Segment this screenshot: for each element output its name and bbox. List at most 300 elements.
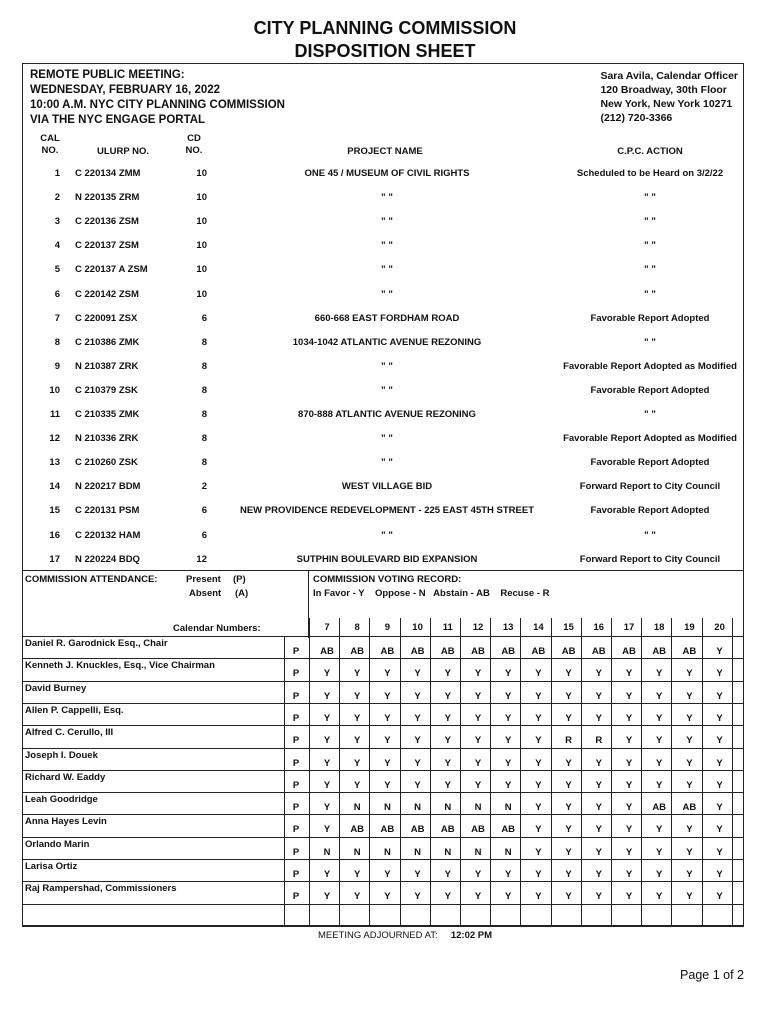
cal-number: 9 <box>54 360 60 372</box>
attendance-present-code: (P) <box>233 574 246 585</box>
cpc-action: " " <box>644 409 656 420</box>
vote-cell: N <box>353 846 361 858</box>
vote-cell: Y <box>716 690 723 702</box>
vote-cell: Y <box>474 869 482 880</box>
vote-cell: Y <box>414 735 421 747</box>
vote-cell: Y <box>686 690 693 702</box>
vote-cell: Y <box>535 891 542 903</box>
project-name: " " <box>381 192 393 204</box>
vote-cell: Y <box>656 668 663 680</box>
vote-cell: Y <box>716 779 723 791</box>
vote-cell: Y <box>535 690 542 702</box>
cd-number: 2 <box>201 481 207 493</box>
vote-cell: Y <box>716 846 723 858</box>
attendance-status: P <box>292 802 300 814</box>
vote-cell: Y <box>716 757 723 769</box>
vote-cell: Y <box>414 869 421 880</box>
cd-number: 8 <box>201 360 207 372</box>
vote-cell: Y <box>354 869 361 880</box>
vote-cell: Y <box>444 690 451 702</box>
commissioner-row <box>22 770 744 792</box>
ulurp-number: C 220137 ZSM <box>75 240 139 252</box>
grid-line <box>22 926 744 927</box>
table-row <box>22 331 744 355</box>
vote-cell: Y <box>354 757 361 769</box>
commissioner-row <box>22 658 744 680</box>
table-row <box>22 524 744 548</box>
vote-cell: Y <box>625 824 633 836</box>
project-name: " " <box>381 384 393 396</box>
vote-cell: Y <box>414 757 421 769</box>
vote-cell: N <box>323 846 331 858</box>
vote-cell: Y <box>595 891 602 903</box>
vote-cell: AB <box>501 646 516 657</box>
ulurp-number: N 210336 ZRK <box>75 433 139 445</box>
vote-cell: Y <box>716 712 723 724</box>
vote-cell: N <box>474 846 482 858</box>
meeting-info <box>30 68 285 128</box>
commissioner-row <box>22 814 744 836</box>
attendance-status: P <box>292 735 300 747</box>
vote-cell: Y <box>384 869 391 880</box>
vote-cell: Y <box>656 869 663 880</box>
cpc-action: " " <box>644 288 656 300</box>
vote-cell: Y <box>384 891 391 903</box>
commissioner-name: Joseph I. Douek <box>25 749 98 761</box>
officer-info-line: Sara Avila, Calendar Officer <box>600 70 738 82</box>
cpc-action: " " <box>644 192 656 204</box>
vote-cell: Y <box>716 735 723 747</box>
calendar-number: 13 <box>502 622 514 633</box>
vote-cell: Y <box>444 668 451 680</box>
calendar-officer-info <box>600 69 738 125</box>
vote-cell: Y <box>354 690 361 702</box>
commissioner-name: Larisa Ortiz <box>25 861 78 872</box>
vote-cell: Y <box>625 891 633 903</box>
calendar-number: 10 <box>412 622 423 633</box>
vote-cell: AB <box>652 646 667 657</box>
vote-cell: Y <box>686 668 693 680</box>
vote-cell: Y <box>716 646 723 657</box>
vote-cell: AB <box>320 646 334 657</box>
vote-cell: Y <box>444 712 451 724</box>
cal-number: 17 <box>49 553 60 565</box>
vote-cell: Y <box>384 757 391 769</box>
cal-number: 12 <box>49 433 60 445</box>
vote-cell: Y <box>716 824 723 836</box>
vote-cell: Y <box>474 668 482 680</box>
cd-number: 8 <box>201 336 207 348</box>
vote-cell: Y <box>323 712 331 724</box>
cd-number: 8 <box>201 384 207 396</box>
vote-cell: AB <box>410 824 425 836</box>
vote-cell: Y <box>625 779 633 791</box>
ulurp-number: N 210387 ZRK <box>75 360 139 372</box>
table-row <box>22 548 744 572</box>
cd-number: 10 <box>196 216 207 228</box>
vote-cell: Y <box>505 735 512 747</box>
commissioner-row <box>22 681 744 703</box>
cal-number: 8 <box>54 336 60 348</box>
col-header-cd-line1: CD <box>187 133 201 144</box>
calendar-numbers-label: Calendar Numbers: <box>173 623 261 634</box>
cal-number: 14 <box>49 481 60 493</box>
cpc-action: " " <box>644 240 656 252</box>
vote-cell: Y <box>414 779 421 791</box>
vote-cell: Y <box>474 712 482 724</box>
project-name: " " <box>381 360 393 372</box>
vote-cell: Y <box>565 668 572 680</box>
vote-cell: Y <box>535 869 542 880</box>
vote-cell: AB <box>561 646 576 657</box>
table-row <box>22 403 744 427</box>
vote-cell: Y <box>384 690 391 702</box>
section-divider <box>22 570 744 571</box>
vote-cell: Y <box>565 802 572 814</box>
cpc-action: Forward Report to City Council <box>579 481 721 493</box>
meeting-info-line: REMOTE PUBLIC MEETING: <box>30 69 185 81</box>
vote-cell: Y <box>656 779 663 791</box>
table-row <box>22 283 744 307</box>
vote-cell: AB <box>440 824 455 836</box>
cal-number: 4 <box>54 240 60 252</box>
attendance-status: P <box>292 824 300 836</box>
vote-cell: Y <box>656 824 663 836</box>
col-header-project: PROJECT NAME <box>347 146 423 157</box>
attendance-status: P <box>292 869 300 880</box>
ulurp-number: C 210260 ZSK <box>75 457 138 469</box>
vote-cell: Y <box>354 668 361 680</box>
ulurp-number: N 220224 BDQ <box>75 553 140 565</box>
cpc-action: Favorable Report Adopted <box>590 384 710 396</box>
vote-cell: Y <box>656 757 663 769</box>
project-name: SUTPHIN BOULEVARD BID EXPANSION <box>296 553 478 565</box>
vote-cell: AB <box>471 646 485 657</box>
vote-cell: Y <box>595 779 602 791</box>
cpc-action: Favorable Report Adopted as Modified <box>563 360 737 372</box>
cd-number: 10 <box>196 288 207 300</box>
cpc-action: Favorable Report Adopted <box>590 312 710 324</box>
vote-cell: AB <box>591 646 606 657</box>
vote-cell: Y <box>323 668 331 680</box>
vote-cell: Y <box>565 891 572 903</box>
attendance-label: COMMISSION ATTENDANCE: <box>25 574 158 585</box>
vote-cell: Y <box>384 712 391 724</box>
attendance-absent-code: (A) <box>235 588 249 599</box>
vote-cell: AB <box>350 646 365 657</box>
project-name: " " <box>381 240 393 252</box>
cd-number: 6 <box>201 312 207 324</box>
commissioner-row <box>22 725 744 747</box>
vote-cell: Y <box>686 891 693 903</box>
vote-cell: Y <box>686 757 693 769</box>
vote-cell: Y <box>535 735 542 747</box>
vote-cell: Y <box>565 779 572 791</box>
vote-cell: Y <box>474 779 482 791</box>
commissioner-name: Orlando Marin <box>25 838 90 850</box>
vote-cell: Y <box>716 668 723 680</box>
attendance-absent-label: Absent <box>189 588 222 599</box>
project-name: ONE 45 / MUSEUM OF CIVIL RIGHTS <box>304 168 470 179</box>
vote-cell: AB <box>501 824 516 836</box>
vote-cell: Y <box>565 869 572 880</box>
vote-cell: Y <box>444 891 451 903</box>
vote-cell: Y <box>625 757 633 769</box>
vote-cell: Y <box>474 891 482 903</box>
cd-number: 6 <box>201 505 207 517</box>
vote-cell: AB <box>682 646 697 657</box>
vote-cell: Y <box>565 690 572 702</box>
ulurp-number: C 210335 ZMK <box>75 409 140 420</box>
vote-cell: Y <box>565 846 572 858</box>
cpc-action: " " <box>644 529 656 541</box>
vote-cell: Y <box>323 735 331 747</box>
table-row <box>22 499 744 523</box>
vote-cell: Y <box>686 712 693 724</box>
project-name: " " <box>381 457 393 469</box>
vote-cell: Y <box>625 846 633 858</box>
vote-cell: Y <box>595 757 602 769</box>
calendar-number: 11 <box>442 622 453 633</box>
grid-line <box>22 904 744 905</box>
vote-cell: Y <box>625 869 633 880</box>
voting-legend: In Favor - Y Oppose - N Abstain - AB Recuse - R <box>313 588 550 599</box>
meeting-info-line: VIA THE NYC ENGAGE PORTAL <box>30 114 206 126</box>
cpc-action: " " <box>644 336 656 348</box>
project-name: WEST VILLAGE BID <box>341 481 433 493</box>
cpc-action: " " <box>644 264 656 276</box>
vote-cell: Y <box>354 891 361 903</box>
commissioner-row <box>22 748 744 770</box>
document-title: CITY PLANNING COMMISSION <box>253 18 517 38</box>
calendar-number: 9 <box>384 622 391 633</box>
vote-cell: Y <box>595 824 602 836</box>
vote-cell: Y <box>595 668 602 680</box>
col-header-cd-line2: NO. <box>185 145 203 156</box>
ulurp-number: C 220131 PSM <box>75 505 140 517</box>
vote-cell: AB <box>380 646 395 657</box>
project-name: " " <box>381 288 393 300</box>
vote-cell: Y <box>565 757 572 769</box>
vote-cell: Y <box>686 869 693 880</box>
ulurp-number: C 220091 ZSX <box>75 312 138 324</box>
vote-cell: Y <box>686 846 693 858</box>
vote-cell: Y <box>444 779 451 791</box>
vote-cell: Y <box>535 668 542 680</box>
vote-cell: Y <box>323 824 331 836</box>
vote-cell: R <box>565 735 573 747</box>
project-name: 870-888 ATLANTIC AVENUE REZONING <box>298 409 476 420</box>
cal-number: 1 <box>54 168 60 179</box>
ulurp-number: N 220217 BDM <box>75 481 141 493</box>
project-name: " " <box>381 264 393 276</box>
ulurp-number: C 210379 ZSK <box>75 384 138 396</box>
vote-cell: Y <box>535 712 542 724</box>
vote-cell: Y <box>595 869 602 880</box>
vote-cell: AB <box>682 802 697 814</box>
col-header-cal-line1: CAL <box>40 133 60 144</box>
vote-cell: Y <box>384 668 391 680</box>
vote-cell: AB <box>622 646 636 657</box>
ulurp-number: C 220132 HAM <box>75 529 141 541</box>
cpc-action: Favorable Report Adopted as Modified <box>563 433 737 445</box>
vote-cell: N <box>383 802 391 814</box>
cd-number: 8 <box>201 433 207 445</box>
cd-number: 10 <box>196 264 207 276</box>
cal-number: 3 <box>54 216 60 228</box>
vote-cell: Y <box>323 802 331 814</box>
commissioner-row <box>22 837 744 859</box>
ulurp-number: C 220137 A ZSM <box>75 264 148 276</box>
vote-cell: Y <box>323 779 331 791</box>
cal-number: 6 <box>54 288 60 300</box>
vote-cell: Y <box>414 712 421 724</box>
attendance-status: P <box>292 891 300 903</box>
attendance-present-label: Present <box>186 574 221 585</box>
commissioner-row <box>22 859 744 881</box>
vote-cell: Y <box>414 690 421 702</box>
vote-cell: Y <box>625 735 633 747</box>
vote-cell: Y <box>323 869 331 880</box>
vote-cell: Y <box>565 712 572 724</box>
table-row <box>22 307 744 331</box>
vote-cell: Y <box>354 712 361 724</box>
attendance-status: P <box>292 712 300 724</box>
vote-cell: Y <box>625 668 633 680</box>
vote-cell: N <box>444 802 452 814</box>
vote-cell: Y <box>686 735 693 747</box>
project-name: 1034-1042 ATLANTIC AVENUE REZONING <box>292 336 482 348</box>
vote-cell: Y <box>625 690 633 702</box>
cal-number: 5 <box>54 264 60 276</box>
calendar-number: 19 <box>684 622 695 633</box>
attendance-status: P <box>292 646 300 657</box>
vote-cell: Y <box>474 757 482 769</box>
vote-cell: R <box>595 735 603 747</box>
commissioner-row <box>22 636 744 658</box>
vote-cell: Y <box>354 779 361 791</box>
vote-cell: AB <box>531 646 546 657</box>
vote-cell: Y <box>716 802 723 814</box>
adjourned-label: MEETING ADJOURNED AT: <box>318 930 438 941</box>
vote-cell: Y <box>414 891 421 903</box>
cpc-action: Favorable Report Adopted <box>590 505 710 517</box>
cal-number: 2 <box>54 192 60 204</box>
vote-cell: Y <box>323 690 331 702</box>
ulurp-number: C 210386 ZMK <box>75 336 140 348</box>
ulurp-number: C 220134 ZMM <box>75 168 141 179</box>
vote-cell: Y <box>384 735 391 747</box>
calendar-number: 16 <box>593 622 605 633</box>
commissioner-name: Alfred C. Cerullo, III <box>25 727 114 739</box>
commissioner-name: Anna Hayes Levin <box>25 816 107 828</box>
vote-cell: N <box>504 802 512 814</box>
cd-number: 10 <box>196 168 207 179</box>
col-header-cal-line2: NO. <box>41 145 59 156</box>
vote-cell: Y <box>474 690 482 702</box>
vote-cell: Y <box>625 802 633 814</box>
officer-info-line: (212) 720-3366 <box>600 112 673 124</box>
table-row <box>22 451 744 475</box>
calendar-number: 7 <box>324 622 330 633</box>
cd-number: 8 <box>201 457 207 469</box>
vote-cell: Y <box>656 891 663 903</box>
vote-cell: Y <box>716 891 723 903</box>
cpc-action: Forward Report to City Council <box>579 553 721 565</box>
table-row <box>22 234 744 258</box>
commissioner-name: Daniel R. Garodnick Esq., Chair <box>25 638 168 649</box>
project-name: " " <box>381 216 393 228</box>
col-header-cal <box>30 133 70 157</box>
table-row <box>22 186 744 210</box>
vote-cell: Y <box>444 757 451 769</box>
vote-cell: Y <box>686 824 693 836</box>
vote-cell: AB <box>380 824 395 836</box>
cal-number: 7 <box>54 312 60 324</box>
adjourned-time: 12:02 PM <box>450 930 493 941</box>
commissioner-name: David Burney <box>25 682 87 694</box>
vote-cell: Y <box>535 824 542 836</box>
cd-number: 8 <box>201 409 207 420</box>
cpc-action: Favorable Report Adopted <box>590 457 710 469</box>
ulurp-number: C 220142 ZSM <box>75 288 139 300</box>
ulurp-number: N 220135 ZRM <box>75 192 140 204</box>
commissioner-name: Leah Goodridge <box>25 794 98 806</box>
calendar-number: 20 <box>714 622 725 633</box>
cal-number: 13 <box>49 457 60 469</box>
officer-info-line: New York, New York 10271 <box>600 98 733 110</box>
ulurp-number: C 220136 ZSM <box>75 216 139 228</box>
cd-number: 12 <box>196 553 207 565</box>
vote-cell: Y <box>595 802 602 814</box>
commissioner-name: Allen P. Cappelli, Esq. <box>25 704 124 716</box>
vote-cell: N <box>504 846 512 858</box>
vote-cell: Y <box>444 735 451 747</box>
page-number: Page 1 of 2 <box>680 968 744 982</box>
vote-cell: AB <box>440 646 455 657</box>
vote-cell: Y <box>535 779 542 791</box>
commissioner-name: Richard W. Eaddy <box>25 771 106 783</box>
vote-cell: Y <box>595 690 602 702</box>
cpc-action: Scheduled to be Heard on 3/2/22 <box>576 168 724 179</box>
vote-cell: N <box>474 802 482 814</box>
vote-cell: Y <box>505 869 512 880</box>
calendar-number: 12 <box>472 622 484 633</box>
vote-cell: N <box>414 802 422 814</box>
vote-cell: Y <box>535 802 542 814</box>
attendance-status: P <box>292 690 300 702</box>
vote-cell: Y <box>656 690 663 702</box>
project-name: NEW PROVIDENCE REDEVELOPMENT - 225 EAST 45TH STREET <box>239 505 535 517</box>
vote-cell: N <box>414 846 422 858</box>
vote-cell: Y <box>474 735 482 747</box>
vote-cell: Y <box>535 846 542 858</box>
vote-cell: Y <box>656 735 663 747</box>
vote-cell: Y <box>505 779 512 791</box>
table-row <box>22 427 744 451</box>
meeting-info-line: WEDNESDAY, FEBRUARY 16, 2022 <box>30 84 221 96</box>
vote-cell: Y <box>595 712 602 724</box>
vote-cell: Y <box>535 757 542 769</box>
attendance-status: P <box>292 779 300 791</box>
cd-number: 6 <box>201 529 207 541</box>
attendance-status: P <box>292 668 300 680</box>
vote-cell: Y <box>414 668 421 680</box>
cal-number: 10 <box>49 384 60 396</box>
vote-cell: Y <box>595 846 602 858</box>
vote-cell: Y <box>505 712 512 724</box>
cal-number: 16 <box>49 529 60 541</box>
